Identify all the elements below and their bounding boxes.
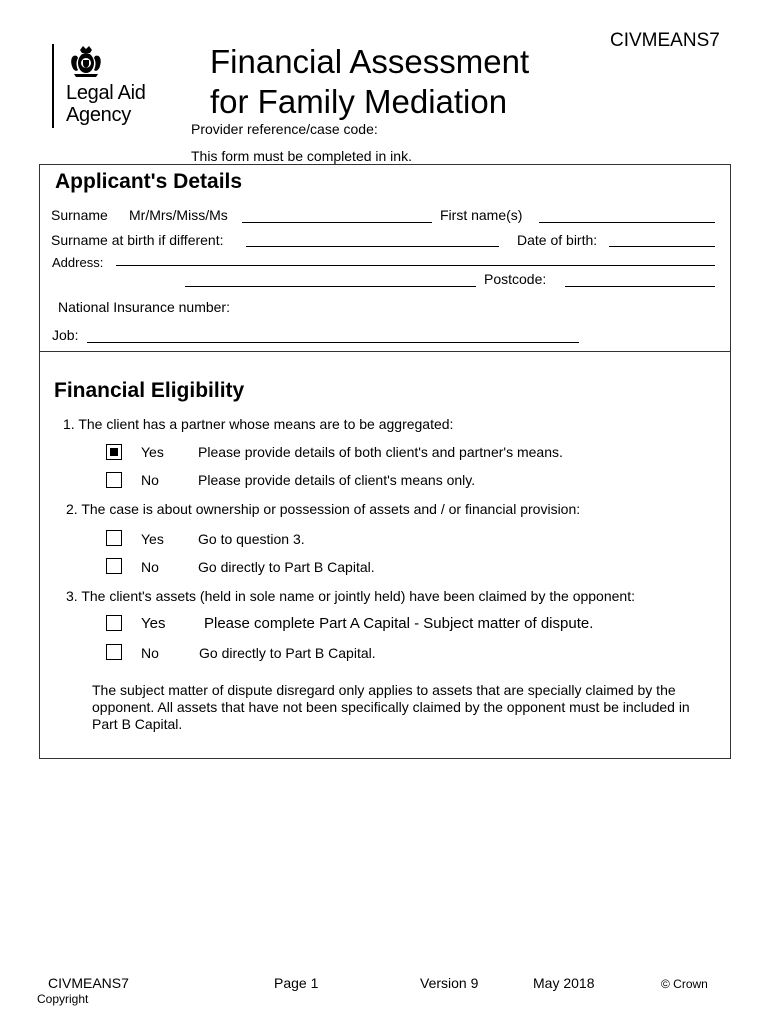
first-name-field[interactable] — [539, 222, 715, 223]
q1-yes-note: Please provide details of both client's and partner's means. — [198, 444, 563, 460]
q3-yes-checkbox[interactable] — [106, 615, 122, 631]
postcode-label: Postcode: — [484, 271, 547, 287]
surname-label: Surname — [51, 207, 108, 223]
footer-page-number: Page 1 — [274, 975, 319, 991]
q2-yes-label: Yes — [141, 531, 164, 547]
applicant-details-heading: Applicant's Details — [55, 170, 243, 193]
footer-form-code: CIVMEANS7 — [48, 975, 129, 991]
address-label: Address: — [52, 255, 104, 270]
q3-yes-label: Yes — [141, 615, 166, 632]
surname-field[interactable] — [242, 222, 432, 223]
q3-no-note: Go directly to Part B Capital. — [199, 645, 376, 661]
surname-at-birth-label: Surname at birth if different: — [51, 232, 224, 248]
question-3-text: 3. The client's assets (held in sole name or jointly held) have been claimed by the opponent: — [66, 588, 635, 604]
logo-line-1: Legal Aid — [66, 82, 146, 104]
job-field[interactable] — [87, 342, 579, 343]
logo-name — [66, 82, 146, 126]
financial-eligibility-heading: Financial Eligibility — [54, 379, 245, 402]
form-title-line-1: Financial Assessment — [210, 43, 530, 80]
ink-instruction: This form must be completed in ink. — [191, 148, 412, 164]
footer-version: Version 9 — [420, 975, 479, 991]
date-of-birth-label: Date of birth: — [517, 232, 598, 248]
q3-no-checkbox[interactable] — [106, 644, 122, 660]
q2-yes-checkbox[interactable] — [106, 530, 122, 546]
q1-no-note: Please provide details of client's means only. — [198, 472, 476, 488]
footer-date: May 2018 — [533, 975, 595, 991]
footer-crown: © Crown — [661, 977, 708, 991]
logo-line-2: Agency — [66, 104, 131, 126]
surname-at-birth-field[interactable] — [246, 246, 499, 247]
royal-crest-icon — [66, 42, 106, 80]
footer-copyright: Copyright — [37, 992, 89, 1006]
disregard-note: The subject matter of dispute disregard only applies to assets that are specially claimed by the opponent. All assets that have not been specifically claimed by the opponent must be included in Part B Capital. — [92, 682, 690, 732]
q2-yes-note: Go to question 3. — [198, 531, 305, 547]
form-title-line-2: for Family Mediation — [210, 83, 508, 120]
q2-no-note: Go directly to Part B Capital. — [198, 559, 375, 575]
postcode-field[interactable] — [565, 286, 715, 287]
question-1-text: 1. The client has a partner whose means are to be aggregated: — [63, 416, 454, 432]
q1-no-label: No — [141, 472, 159, 488]
job-label: Job: — [52, 327, 79, 343]
national-insurance-label: National Insurance number: — [58, 299, 230, 315]
question-2-text: 2. The case is about ownership or possession of assets and / or financial provision: — [66, 501, 581, 517]
q3-yes-note: Please complete Part A Capital - Subject matter of dispute. — [204, 615, 594, 632]
provider-reference-label: Provider reference/case code: — [191, 121, 378, 137]
q1-yes-label: Yes — [141, 444, 164, 460]
form-code: CIVMEANS7 — [610, 30, 720, 51]
date-of-birth-field[interactable] — [609, 246, 715, 247]
address-field-line-1[interactable] — [116, 265, 715, 266]
q1-yes-checkbox[interactable] — [106, 444, 122, 460]
legal-aid-agency-logo — [52, 42, 182, 132]
q3-no-label: No — [141, 645, 159, 661]
logo-divider — [52, 44, 54, 128]
q2-no-label: No — [141, 559, 159, 575]
q1-no-checkbox[interactable] — [106, 472, 122, 488]
q2-no-checkbox[interactable] — [106, 558, 122, 574]
title-options-label: Mr/Mrs/Miss/Ms — [129, 207, 228, 223]
address-field-line-2[interactable] — [185, 286, 476, 287]
form-title — [210, 42, 529, 122]
first-name-label: First name(s) — [440, 207, 523, 223]
